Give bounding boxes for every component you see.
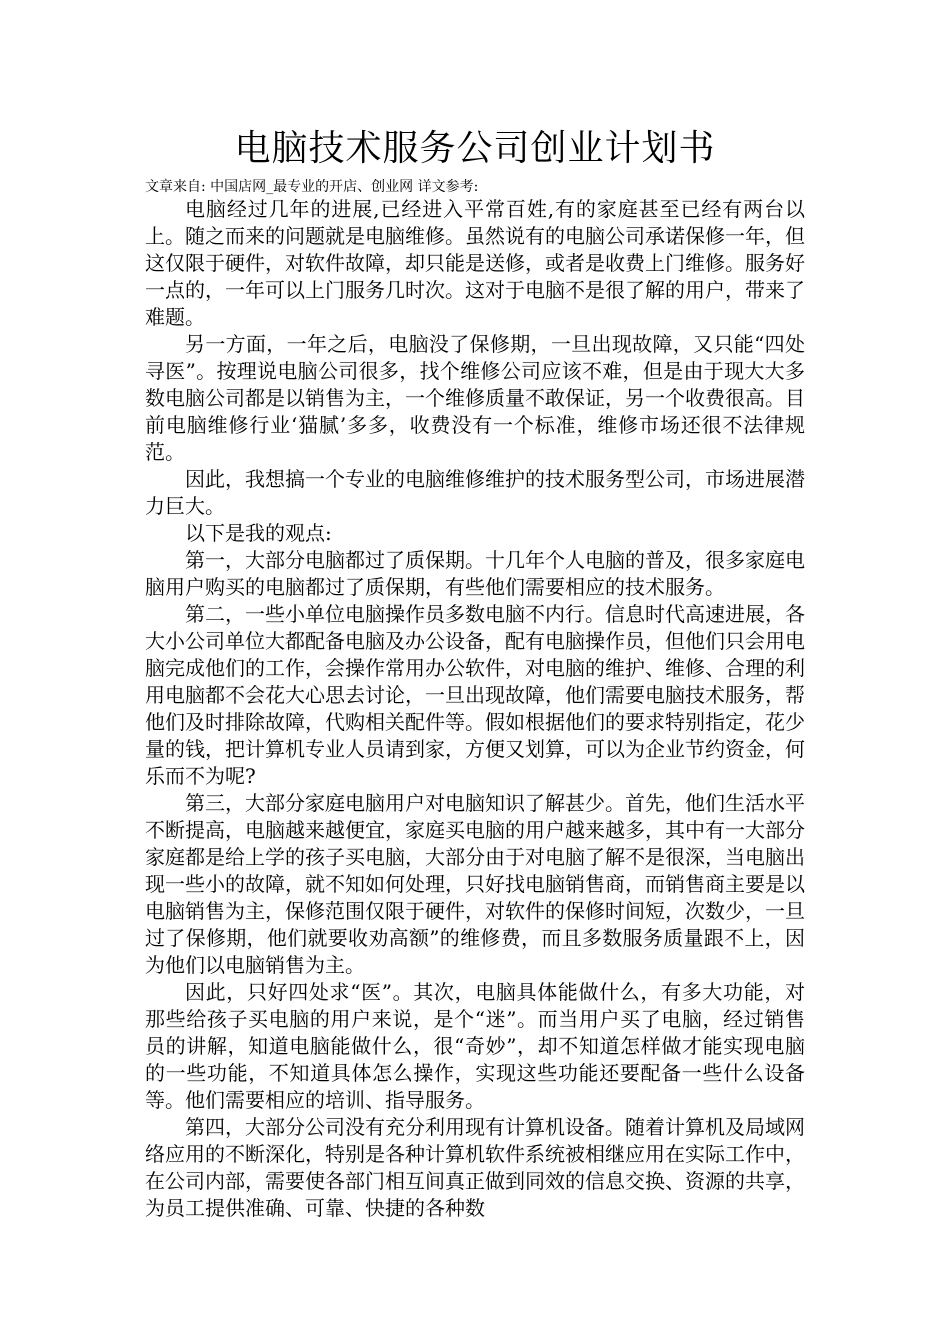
document-title: 电脑技术服务公司创业计划书 [234,128,716,169]
source-line: 文章来自: 中国店网_最专业的开店、创业网 详文参考: [145,179,479,195]
paragraph-1: 电脑经过几年的进展,已经进入平常百姓,有的家庭甚至已经有两台以上。随之而来的问题就是电脑维修。虽然说有的电脑公司承诺保修一年，但这仅限于硬件，对软件故障，却只能是送修，或者是收费上门维修。服务好一点的，一年可以上门服务几时次。这对于电脑不是很了解的用户，带来了难题。 [145,197,805,329]
paragraph-4: 以下是我的观点: [185,521,332,545]
paragraph-5: 第一，大部分电脑都过了质保期。十几年个人电脑的普及，很多家庭电脑用户购买的电脑都过了质保期，有些他们需要相应的技术服务。 [145,548,805,599]
paragraph-2: 另一方面，一年之后，电脑没了保修期，一旦出现故障，又只能“四处寻医”。按理说电脑公司很多，找个维修公司应该不难，但是由于现大大多数电脑公司都是以销售为主，一个维修质量不敢保证，另一个收费很高。目前电脑维修行业‘猫腻’多多，收费没有一个标准，维修市场还很不法律规范。 [145,332,805,464]
paragraph-9: 第四，大部分公司没有充分利用现有计算机设备。随着计算机及局域网络应用的不断深化，特别是各种计算机软件系统被相继应用在实际工作中，在公司内部，需要使各部门相互间真正做到同效的信息交换、资源的共享，为员工提供准确、可靠、快捷的各种数 [145,1115,805,1220]
paragraph-3: 因此，我想搞一个专业的电脑维修维护的技术服务型公司，市场进展潜力巨大。 [145,467,805,518]
paragraph-6: 第二，一些小单位电脑操作员多数电脑不内行。信息时代高速进展，各大小公司单位大都配备电脑及办公设备，配有电脑操作员，但他们只会用电脑完成他们的工作，会操作常用办公软件，对电脑的维护、维修、合理的利用电脑都不会花大心思去讨论，一旦出现故障，他们需要电脑技术服务，帮他们及时排除故障，代购相关配件等。假如根据他们的要求特别指定，花少量的钱，把计算机专业人员请到家，方便又划算，可以为企业节约资金，何乐而不为呢? [145,602,805,788]
paragraph-8: 因此，只好四处求“医”。其次，电脑具体能做什么，有多大功能，对那些给孩子买电脑的用户来说，是个“迷”。而当用户买了电脑，经过销售员的讲解，知道电脑能做什么，很“奇妙”，却不知道怎样做才能实现电脑的一些功能，不知道具体怎么操作，实现这些功能还要配备一些什么设备等。他们需要相应的培训、指导服务。 [145,980,805,1112]
paragraph-7: 第三，大部分家庭电脑用户对电脑知识了解甚少。首先，他们生活水平不断提高，电脑越来越便宜，家庭买电脑的用户越来越多，其中有一大部分家庭都是给上学的孩子买电脑，大部分由于对电脑了解不是很深，当电脑出现一些小的故障，就不知如何处理，只好找电脑销售商，而销售商主要是以电脑销售为主，保修范围仅限于硬件，对软件的保修时间短，次数少，一旦过了保修期，他们就要收劝高额”的维修费，而且多数服务质量跟不上，因为他们以电脑销售为主。 [145,791,805,977]
document-body [145,196,805,1222]
